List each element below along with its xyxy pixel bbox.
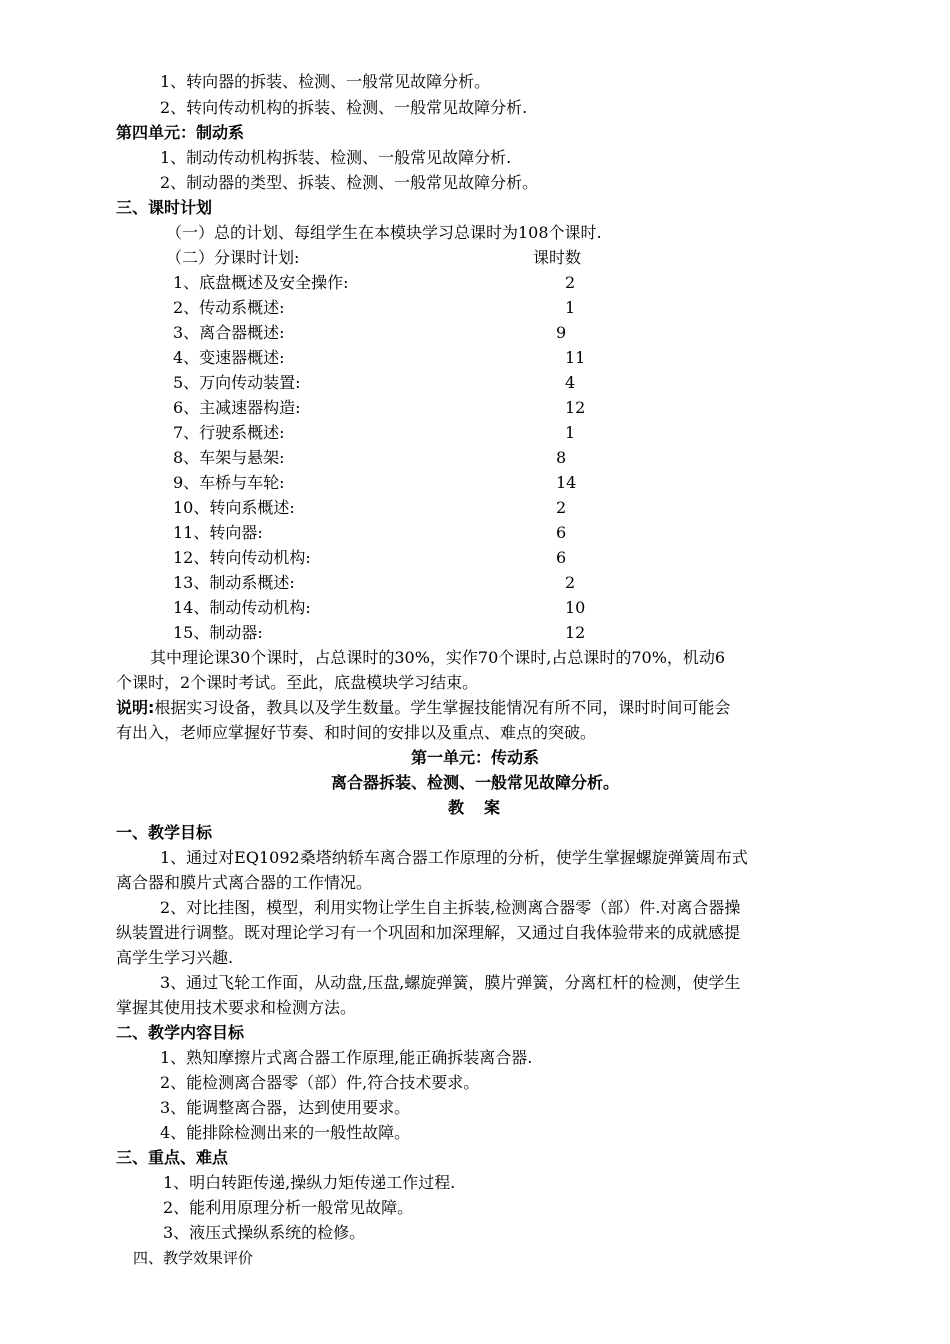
schedule-row-hours: 10 <box>565 598 586 617</box>
schedule-row-hours: 11 <box>565 348 586 367</box>
section2-line: 2、能检测离合器零（部）件,符合技术要求。 <box>160 1073 480 1092</box>
top-item-1: 1、转向器的拆装、检测、一般常见故障分析。 <box>160 72 491 91</box>
schedule-row-name: 6、主减速器构造: <box>173 398 301 417</box>
schedule-title: 三、课时计划 <box>116 198 213 217</box>
section3-title: 三、重点、难点 <box>116 1148 229 1167</box>
section4-title: 四、教学效果评价 <box>133 1249 254 1267</box>
unit1-title: 第一单元：传动系 <box>410 748 539 767</box>
note-label: 说明: <box>116 698 155 717</box>
schedule-row-name: 14、制动传动机构: <box>173 598 311 617</box>
schedule-row-hours: 1 <box>565 298 576 317</box>
schedule-row-hours: 12 <box>565 398 586 417</box>
top-item-2: 2、转向传动机构的拆装、检测、一般常见故障分析. <box>160 98 528 117</box>
note-text-2: 有出入，老师应掌握好节奏、和时间的安排以及重点、难点的突破。 <box>116 723 597 742</box>
section1-line: 纵装置进行调整。既对理论学习有一个巩固和加深理解，又通过自我体验带来的成就感提 <box>116 923 741 942</box>
schedule-summary-2: 个课时，2个课时考试。至此，底盘模块学习结束。 <box>116 673 479 692</box>
schedule-row-hours: 4 <box>565 373 576 392</box>
section2-line: 4、能排除检测出来的一般性故障。 <box>160 1123 411 1142</box>
lesson-plan-title: 教 案 <box>447 798 502 817</box>
schedule-row-name: 11、转向器: <box>173 523 263 542</box>
schedule-row-name: 2、传动系概述: <box>173 298 285 317</box>
schedule-row-hours: 8 <box>556 448 567 467</box>
section2-title: 二、教学内容目标 <box>116 1023 245 1042</box>
section1-line: 3、通过飞轮工作面，从动盘,压盘,螺旋弹簧，膜片弹簧，分离杠杆的检测，使学生 <box>160 973 741 992</box>
schedule-row-hours: 14 <box>556 473 577 492</box>
schedule-row-name: 12、转向传动机构: <box>173 548 311 567</box>
hours-header: 课时数 <box>533 248 582 267</box>
section1-line: 掌握其使用技术要求和检测方法。 <box>116 998 357 1017</box>
section1-line: 2、对比挂图，模型，利用实物让学生自主拆装,检测离合器零（部）件.对离合器操 <box>160 898 741 917</box>
section1-line: 1、通过对EQ1092桑塔纳轿车离合器工作原理的分析，使学生掌握螺旋弹簧周布式 <box>160 848 748 867</box>
section2-line: 1、熟知摩擦片式离合器工作原理,能正确拆装离合器. <box>160 1048 533 1067</box>
section2-line: 3、能调整离合器，达到使用要求。 <box>160 1098 411 1117</box>
section3-line: 3、液压式操纵系统的检修。 <box>163 1223 366 1242</box>
unit1-subtitle: 离合器拆装、检测、一般常见故障分析。 <box>330 773 619 792</box>
schedule-row-hours: 2 <box>565 273 576 292</box>
schedule-total: （一）总的计划、每组学生在本模块学习总课时为108个课时. <box>166 223 602 242</box>
schedule-row-name: 7、行驶系概述: <box>173 423 285 442</box>
section3-line: 1、明白转距传递,操纵力矩传递工作过程. <box>163 1173 456 1192</box>
schedule-row-name: 4、变速器概述: <box>173 348 285 367</box>
section1-title: 一、教学目标 <box>116 823 213 842</box>
note-line-1 <box>116 698 730 718</box>
schedule-summary-1: 其中理论课30个课时，占总课时的30%，实作70个课时,占总课时的70%，机动6 <box>150 648 726 667</box>
unit4-title: 第四单元：制动系 <box>116 123 245 142</box>
schedule-row-name: 5、万向传动装置: <box>173 373 301 392</box>
schedule-row-hours: 6 <box>556 523 567 542</box>
schedule-row-name: 13、制动系概述: <box>173 573 295 592</box>
note-text-1: 根据实习设备，教具以及学生数量。学生掌握技能情况有所不同，课时时间可能会 <box>154 698 731 717</box>
schedule-row-name: 9、车桥与车轮: <box>173 473 285 492</box>
schedule-row-name: 15、制动器: <box>173 623 263 642</box>
schedule-row-hours: 9 <box>556 323 567 342</box>
section1-line: 离合器和膜片式离合器的工作情况。 <box>116 873 373 892</box>
schedule-row-name: 10、转向系概述: <box>173 498 295 517</box>
schedule-row-hours: 12 <box>565 623 586 642</box>
schedule-row-hours: 1 <box>565 423 576 442</box>
schedule-row-hours: 2 <box>556 498 567 517</box>
schedule-row-name: 8、车架与悬架: <box>173 448 285 467</box>
section1-line: 高学生学习兴趣. <box>116 948 234 967</box>
unit4-item-1: 1、制动传动机构拆装、检测、一般常见故障分析. <box>160 148 512 167</box>
schedule-row-name: 3、离合器概述: <box>173 323 285 342</box>
schedule-row-hours: 2 <box>565 573 576 592</box>
schedule-row-name: 1、底盘概述及安全操作: <box>173 273 349 292</box>
schedule-row-hours: 6 <box>556 548 567 567</box>
schedule-sub-label: （二）分课时计划: <box>166 248 300 267</box>
section3-line: 2、能利用原理分析一般常见故障。 <box>163 1198 414 1217</box>
unit4-item-2: 2、制动器的类型、拆装、检测、一般常见故障分析。 <box>160 173 539 192</box>
